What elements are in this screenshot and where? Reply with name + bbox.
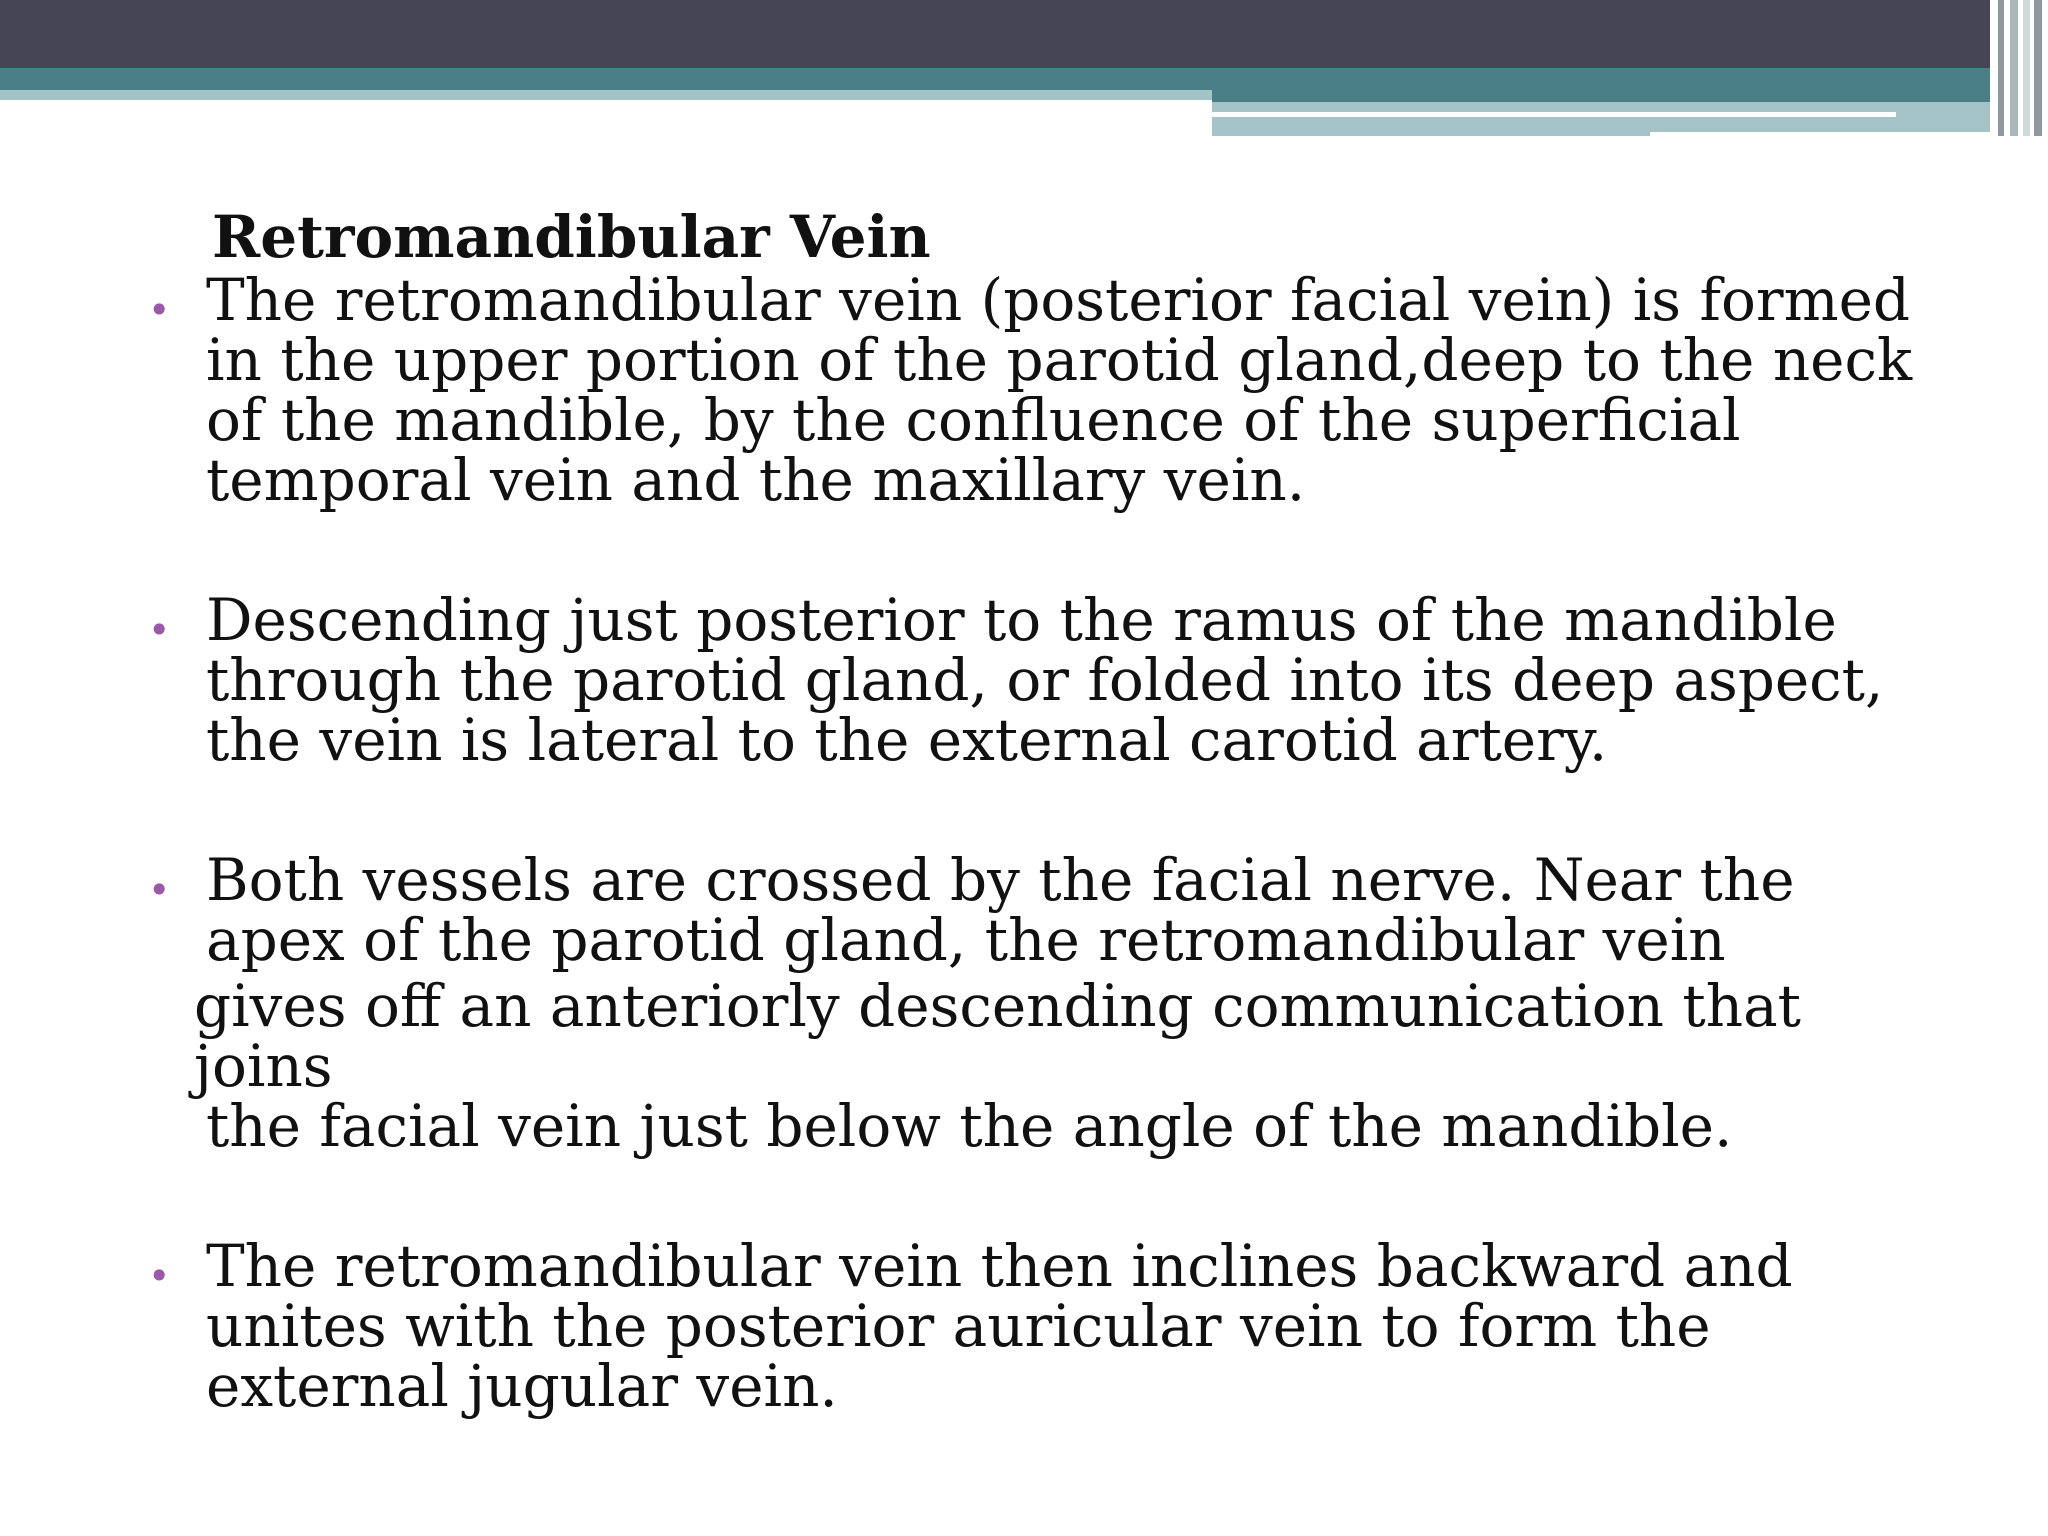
edge-stripes	[1990, 0, 2048, 136]
header-notch	[1650, 132, 2048, 136]
slide-title: Retromandibular Vein	[212, 203, 931, 271]
bullet-text: Descending just posterior to the ramus of the mandible through the parotid gland, or folded into its deep aspect, the vein is lateral to the external carotid artery.	[206, 586, 1884, 774]
bullet-icon: •	[148, 868, 171, 912]
header-band-teal-right	[1212, 90, 2048, 102]
slide-content	[140, 203, 1920, 1420]
bullet-text: Both vessels are crossed by the facial nerve. Near the apex of the parotid gland, the retromandibular vein	[206, 846, 1795, 974]
header-divider-line	[1212, 112, 1896, 117]
bullet-text: The retromandibular vein then inclines backward and unites with the posterior auricular vein to form the external jugular vein.	[206, 1232, 1793, 1420]
bullet-item	[140, 1232, 1920, 1420]
bullet-text: The retromandibular vein (posterior facial vein) is formed in the upper portion of the parotid gland,deep to the neck of the mandible, by the confluence of the superficial temporal vein and the maxillary vein.	[206, 266, 1913, 514]
bullet-list	[140, 266, 1920, 1420]
bullet-icon: •	[148, 608, 171, 652]
bullet-icon: •	[148, 288, 171, 332]
bullet-continuation: gives off an anteriorly descending communication that joins	[194, 972, 1801, 1100]
header-band-dark	[0, 0, 2048, 68]
header-band-light-right	[1212, 102, 2048, 136]
bullet-continuation-2: the facial vein just below the angle of the mandible.	[206, 1092, 1733, 1160]
bullet-item	[140, 266, 1920, 514]
header-band-teal	[0, 68, 2048, 90]
bullet-item	[140, 586, 1920, 774]
header-band-light-left	[0, 90, 1212, 100]
bullet-item	[140, 846, 1920, 1160]
bullet-icon: •	[148, 1254, 171, 1298]
